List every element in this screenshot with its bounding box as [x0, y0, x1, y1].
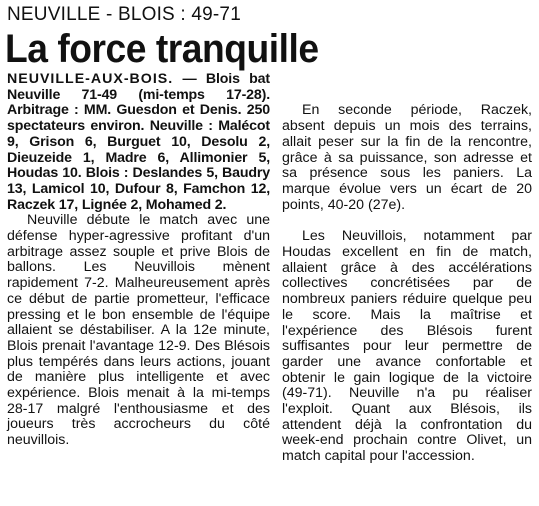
article-column-left: [7, 72, 270, 449]
article-paragraph-2: En seconde période, Raczek, absent depuis un mois des terrains, allait peser sur la fin de la rencontre, grâce à sa puissance, son adresse et sa présence sous les paniers. La marque évolue vers un écart de 20 points, 40-20 (27e).: [282, 102, 532, 213]
article-headline: La force tranquille: [5, 27, 319, 71]
column-continuation-space: [282, 72, 532, 103]
match-results-paragraph: [7, 72, 270, 213]
paragraph-gap: [282, 213, 532, 229]
article-paragraph-3: Les Neuvillois, notamment par Houdas excellent en fin de match, allaient grâce à des accélérations collectives concrétisées par de nombreux paniers réduire quelque peu le score. Mais la maîtrise et l'expérience des Blésois furent suffisantes pour leur permettre de garder une avance confortable et obtenir le gain logique de la victoire (49-71). Neuville n'a pu réaliser l'exploit. Quant aux Blésois, ils attendent déjà la confrontation du week-end prochain contre Olivet, un match capital pour l'accession.: [282, 228, 532, 465]
article-paragraph-1: Neuville débute le match avec une défense hyper-agressive profitant d'un arbitrage assez souple et prive Blois de ballons. Les Neuvillois mènent rapidement 7-2. Malheureusement après ce début de partie prometteur, l'efficace pressing et le bon ensemble de l'équipe allaient se déstabiliser. A la 12e minute, Blois prenait l'avantage 12-9. Des Blésois plus tempérés dans leurs actions, jouant de manière plus intelligente et avec expérience. Blois menait à la mi-temps 28-17 malgré l'enthousiasme et des joueurs très accrocheurs du côté neuvillois.: [7, 212, 270, 449]
match-score-kicker: NEUVILLE - BLOIS : 49-71: [7, 4, 241, 25]
article-dateline: NEUVILLE-AUX-BOIS.: [7, 71, 174, 87]
article-column-right: [282, 72, 532, 465]
match-results-text: — Blois bat Neuville 71-49 (mi-temps 17-28). Arbitrage : MM. Guesdon et Denis. 250 spectateurs environ. Neuville : Malécot 9, Grison 6, Burguet 10, Desolu 2, Dieuzeide 1, Madre 6, Allimonier 5, Houdas 10. Blois : Deslandes 5, Baudry 13, Lamicol 10, Dufour 8, Famchon 12, Raczek 17, Lignée 2, Mohamed 2.: [7, 71, 270, 213]
